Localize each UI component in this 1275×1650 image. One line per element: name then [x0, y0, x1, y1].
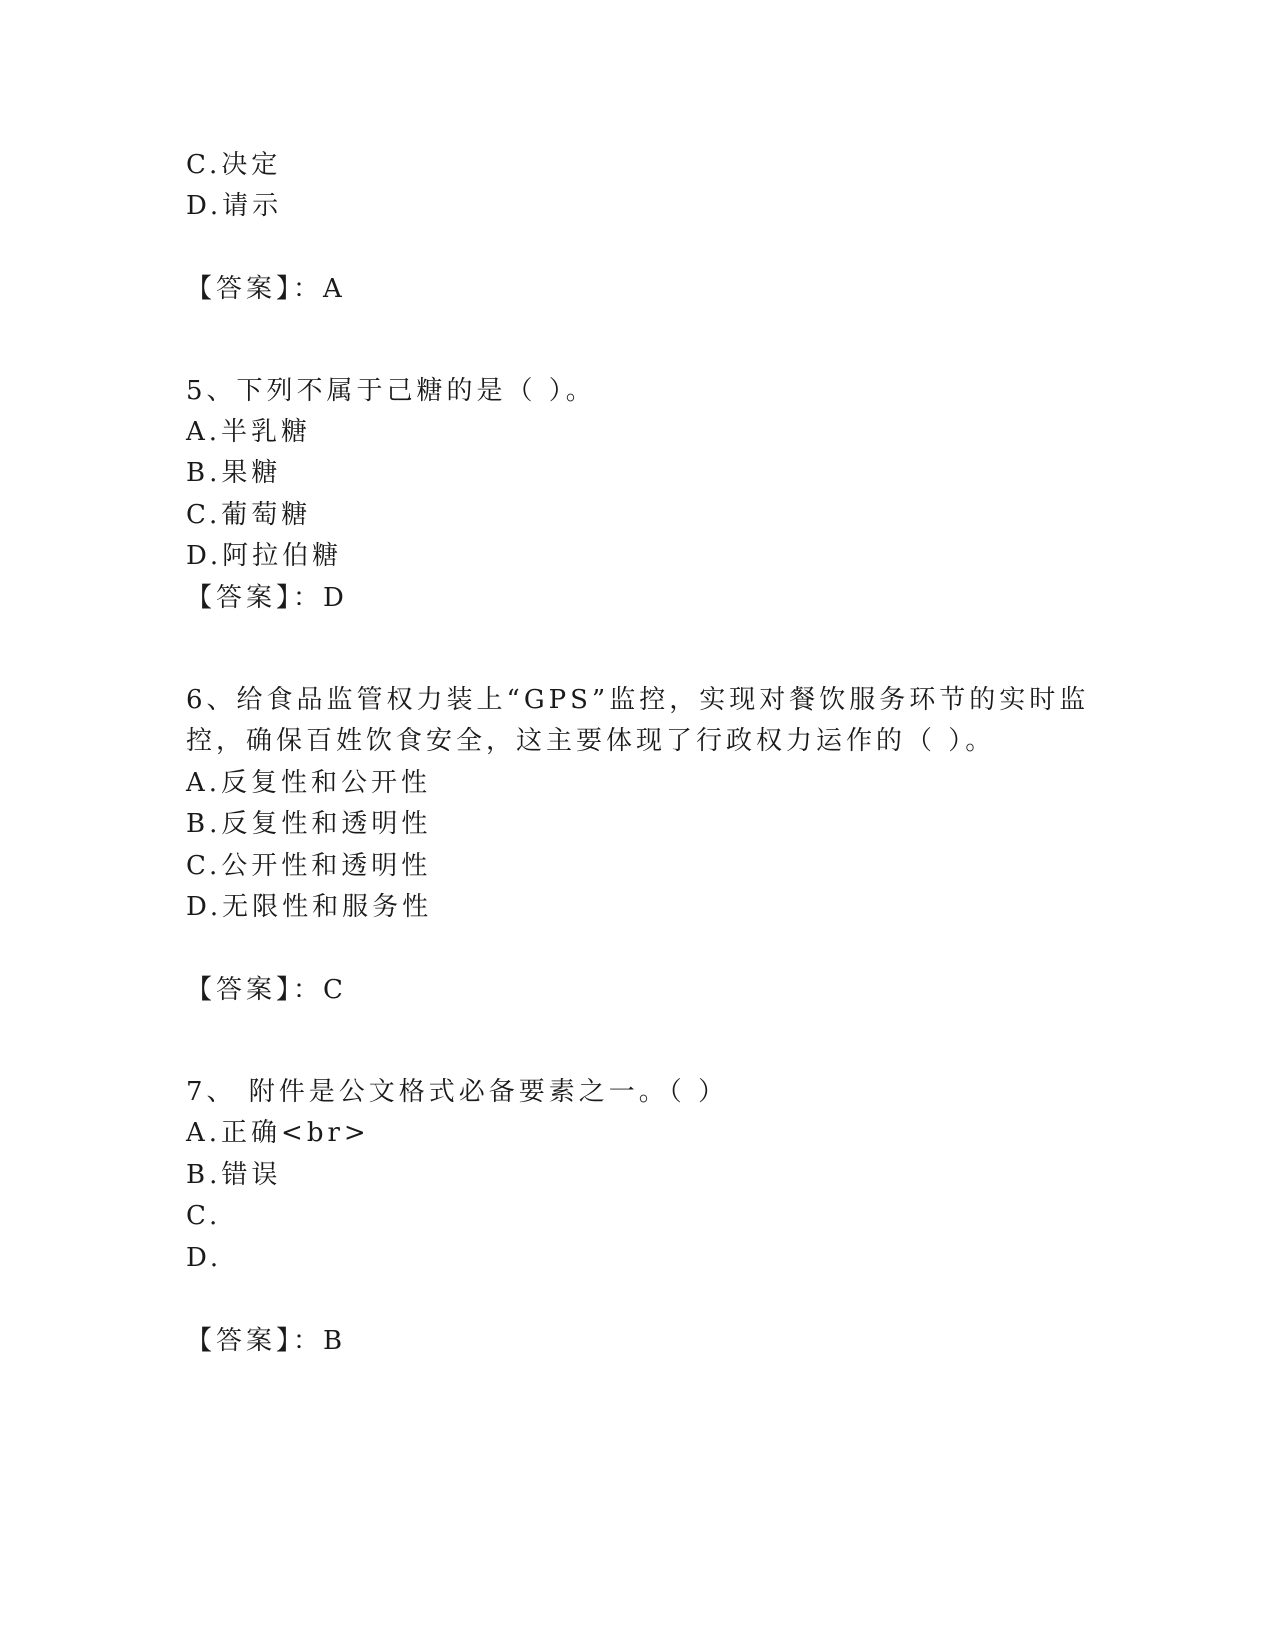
- answer-label: 【答案】：: [186, 274, 324, 304]
- q5-option-b: B.果糖: [186, 458, 282, 488]
- q7-option-b: B.错误: [186, 1160, 282, 1190]
- q4-option-d: D.请示: [186, 191, 283, 221]
- q7-stem: 7、 附件是公文格式必备要素之一。（ ）: [186, 1077, 729, 1107]
- answer-value: D: [323, 583, 348, 613]
- q7-option-c: C.: [186, 1201, 222, 1231]
- answer-label: 【答案】：: [186, 975, 324, 1005]
- q6-option-d: D.无限性和服务性: [186, 892, 433, 922]
- q6-option-a: A.反复性和公开性: [186, 768, 432, 798]
- q7-option-a: A.正确<br>: [186, 1118, 370, 1148]
- answer-value: A: [323, 274, 346, 304]
- answer-label: 【答案】：: [186, 1326, 324, 1356]
- q4-answer: [186, 274, 346, 304]
- q6-stem-line2: 控，确保百姓饮食安全，这主要体现了行政权力运作的（ ）。: [186, 726, 996, 756]
- q5-answer: [186, 583, 348, 613]
- q5-option-a: A.半乳糖: [186, 417, 312, 447]
- q7-option-d: D.: [186, 1243, 223, 1273]
- q6-option-c: C.公开性和透明性: [186, 851, 432, 881]
- q7-answer: [186, 1326, 346, 1356]
- q5-stem: 5、下列不属于己糖的是（ ）。: [186, 376, 596, 406]
- q4-option-c: C.决定: [186, 150, 282, 180]
- q5-option-d: D.阿拉伯糖: [186, 541, 343, 571]
- answer-value: B: [323, 1326, 347, 1356]
- answer-value: C: [323, 975, 347, 1005]
- q6-answer: [186, 975, 347, 1005]
- q6-option-b: B.反复性和透明性: [186, 809, 432, 839]
- q5-option-c: C.葡萄糖: [186, 500, 312, 530]
- q6-stem-line1: 6、给食品监管权力装上“GPS”监控，实现对餐饮服务环节的实时监: [186, 685, 1090, 715]
- answer-label: 【答案】：: [186, 583, 324, 613]
